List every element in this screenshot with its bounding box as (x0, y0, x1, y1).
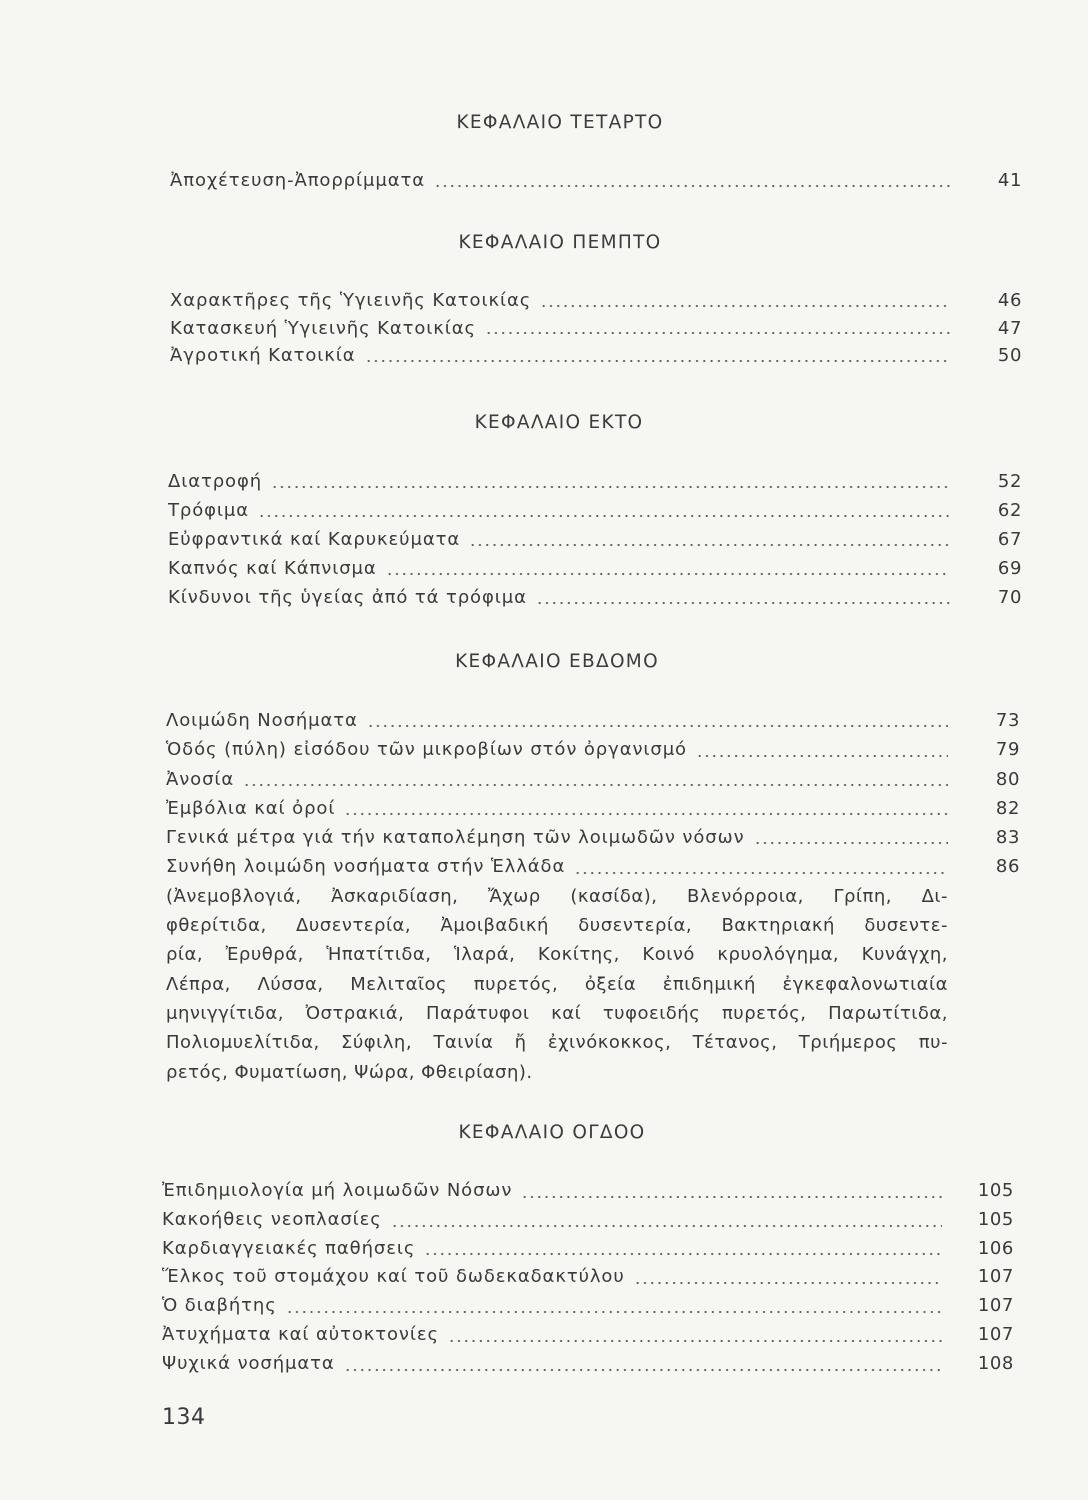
toc-entry-title: Συνήθη λοιμώδη νοσήματα στήν Ἑλλάδα (166, 856, 566, 878)
toc-entry (168, 467, 1022, 496)
paragraph-line: φθερίτιδα, Δυσεντερία, Ἀμοιβαδική δυσεντερία, Βακτηριακή δυσεντε- (166, 915, 948, 937)
dot-leader (344, 812, 948, 816)
paragraph-line: Λέπρα, Λύσσα, Μελιταῖος πυρετός, ὀξεία ἐπιδημική ἐγκεφαλονωτιαία (166, 973, 948, 995)
dot-leader (536, 601, 950, 605)
toc-entry (162, 1177, 1014, 1206)
chapter-four-section (170, 109, 1022, 195)
toc-entry (168, 496, 1022, 525)
toc-entry-page: 107 (977, 1323, 1014, 1345)
toc-entry-page: 73 (995, 710, 1020, 731)
toc-entry (162, 1350, 1014, 1379)
toc-entry-title: Ἀγροτική Κατοικία (170, 345, 356, 366)
toc-entry (166, 852, 1020, 881)
toc-entry (170, 342, 1022, 370)
toc-entry (170, 315, 1022, 343)
toc-entry-title: Ἀτυχήματα καί αὐτοκτονίες (162, 1323, 439, 1345)
toc-entry-page: 83 (995, 827, 1020, 849)
disease-list-paragraph (166, 882, 1020, 1087)
toc-entry-title: Ψυχικά νοσήματα (162, 1352, 335, 1374)
toc-entry (162, 1263, 1014, 1292)
toc-entry (170, 167, 1022, 195)
toc-entry-page: 62 (997, 500, 1022, 521)
toc-entry-page: 82 (995, 797, 1020, 819)
toc-entry-page: 80 (995, 768, 1020, 790)
chapter-heading: ΚΕΦΑΛΑΙΟ ΠΕΜΠΤΟ (458, 232, 662, 253)
toc-entry-title: Διατροφή (168, 471, 263, 492)
toc-entry-page: 52 (997, 471, 1022, 492)
toc-entry-page: 105 (977, 1180, 1014, 1201)
dot-leader (448, 1339, 942, 1343)
toc-entry-title: Ἀνοσία (166, 768, 235, 790)
toc-entry-page: 50 (997, 345, 1022, 366)
toc-entry-page: 67 (997, 529, 1022, 550)
toc-entry-title: Γενικά μέτρα γιά τήν καταπολέμηση τῶν λοιμωδῶν νόσων (166, 827, 745, 849)
toc-entry-title: Τρόφιμα (168, 500, 250, 521)
toc-entry-page: 70 (997, 587, 1022, 608)
chapter-heading: ΚΕΦΑΛΑΙΟ ΕΚΤΟ (474, 412, 644, 433)
dot-leader (243, 783, 948, 787)
toc-entry-title: Κακοήθεις νεοπλασίες (162, 1208, 382, 1230)
paragraph-line: ρία, Ἐρυθρά, Ἡπατίτιδα, Ἱλαρά, Κοκίτης, Κοινό κρυολόγημα, Κυνάγχη, (166, 944, 948, 966)
chapter-seven-section (166, 648, 1020, 1087)
dot-leader (434, 184, 950, 188)
dot-leader (271, 485, 950, 489)
toc-entry-page: 107 (977, 1295, 1014, 1317)
toc-entry-title: Ἕλκος τοῦ στομάχου καί τοῦ δωδεκαδακτύλου (162, 1266, 625, 1288)
toc-entry-page: 86 (995, 856, 1020, 878)
dot-leader (574, 871, 948, 875)
toc-entry-page: 79 (995, 739, 1020, 761)
toc-entry (170, 287, 1022, 315)
dot-leader (386, 572, 950, 576)
toc-entry-page: 47 (997, 317, 1022, 339)
toc-entry-page: 108 (977, 1352, 1014, 1374)
toc-entry (168, 583, 1022, 612)
dot-leader (367, 724, 948, 728)
toc-entry-page: 69 (997, 558, 1022, 579)
chapter-five-section (170, 229, 1022, 370)
page-number: 134 (162, 1405, 206, 1430)
toc-entry (162, 1235, 1014, 1264)
toc-entry-title: Καρδιαγγειακές παθήσεις (162, 1237, 416, 1259)
toc-entry (166, 794, 1020, 823)
toc-entry-page: 46 (997, 290, 1022, 311)
toc-entry-title: Κίνδυνοι τῆς ὑγείας ἀπό τά τρόφιμα (168, 587, 527, 608)
dot-leader (521, 1195, 942, 1199)
toc-entry (166, 706, 1020, 735)
toc-entry-page: 41 (997, 170, 1022, 191)
toc-entry-title: Ἐμβόλια καί ὀροί (166, 797, 336, 819)
toc-entry-title: Ὁδός (πύλη) εἰσόδου τῶν μικροβίων στόν ὀργανισμό (166, 739, 687, 761)
dot-leader (391, 1224, 942, 1228)
dot-leader (754, 841, 948, 845)
toc-entry-title: Κατασκευή Ὑγιεινῆς Κατοικίας (170, 317, 477, 339)
toc-entry (162, 1321, 1014, 1350)
toc-entry-title: Καπνός καί Κάπνισμα (168, 558, 377, 579)
toc-entry-page: 107 (977, 1266, 1014, 1288)
toc-entry-title: Λοιμώδη Νοσήματα (166, 710, 358, 731)
dot-leader (424, 1252, 942, 1256)
dot-leader (469, 543, 950, 547)
chapter-six-section (168, 409, 1022, 612)
chapter-heading: ΚΕΦΑΛΑΙΟ ΤΕΤΑΡΤΟ (456, 112, 664, 133)
dot-leader (696, 754, 948, 758)
dot-leader (540, 304, 950, 308)
toc-entry-page: 106 (977, 1237, 1014, 1259)
dot-leader (286, 1310, 942, 1314)
toc-entry (166, 765, 1020, 794)
toc-entry-page: 105 (977, 1208, 1014, 1230)
dot-leader (485, 331, 950, 335)
paragraph-line: Πολιομυελίτιδα, Σύφιλη, Ταινία ἤ ἐχινόκοκκος, Τέτανος, Τριήμερος πυ- (166, 1032, 948, 1054)
toc-entry (162, 1206, 1014, 1235)
chapter-eight-section (162, 1119, 1014, 1379)
toc-entry (166, 823, 1020, 852)
toc-entry (166, 735, 1020, 764)
toc-entry (168, 554, 1022, 583)
paragraph-line: (Ἀνεμοβλογιά, Ἀσκαριδίαση, Ἄχωρ (κασίδα), Βλενόρροια, Γρίπη, Δι- (166, 885, 948, 907)
toc-entry-title: Ὁ διαβήτης (162, 1295, 277, 1317)
paragraph-line: μηνιγγίτιδα, Ὀστρακιά, Παράτυφοι καί τυφοειδής πυρετός, Παρωτίτιδα, (166, 1002, 948, 1024)
dot-leader (344, 1368, 942, 1372)
toc-entry-title: Εὐφραντικά καί Καρυκεύματα (168, 529, 461, 550)
chapter-heading: ΚΕΦΑΛΑΙΟ ΟΓΔΟΟ (458, 1122, 646, 1143)
chapter-heading: ΚΕΦΑΛΑΙΟ ΕΒΔΟΜΟ (455, 651, 659, 672)
toc-entry-title: Ἀποχέτευση-Ἀπορρίμματα (170, 170, 425, 191)
dot-leader (258, 514, 950, 518)
dot-leader (634, 1281, 942, 1285)
toc-entry-title: Ἐπιδημιολογία μή λοιμωδῶν Νόσων (162, 1180, 513, 1201)
paragraph-line: ρετός, Φυματίωση, Ψώρα, Φθειρίαση). (166, 1061, 533, 1083)
toc-entry-title: Χαρακτῆρες τῆς Ὑγιεινῆς Κατοικίας (170, 290, 532, 311)
toc-entry (168, 525, 1022, 554)
toc-entry (162, 1292, 1014, 1321)
dot-leader (365, 359, 950, 363)
